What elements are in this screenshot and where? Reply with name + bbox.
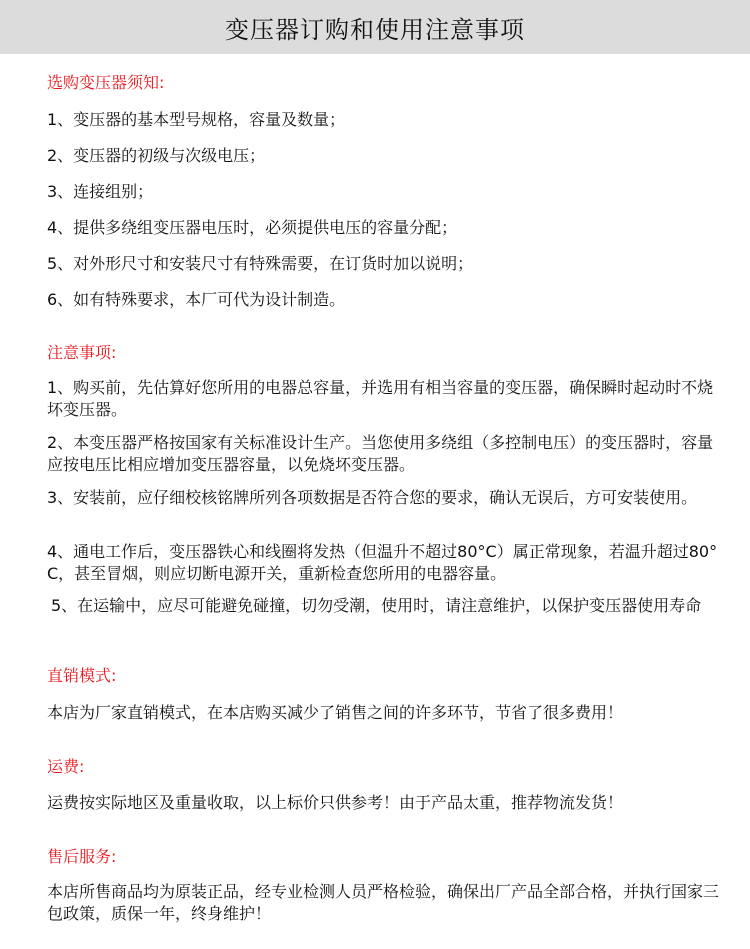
notes-item: 5、在运输中，应尽可能避免碰撞，切勿受潮，使用时，请注意维护，以保护变压器使用寿命 <box>51 596 702 615</box>
notes-heading: 注意事项: <box>47 343 117 362</box>
notes-item: 2、本变压器严格按国家有关标准设计生产。当您使用多绕组（多控制电压）的变压器时，容量应按电压比相应增加变压器容量，以免烧坏变压器。 <box>47 433 714 474</box>
purchase-item: 6、如有特殊要求，本厂可代为设计制造。 <box>47 290 346 309</box>
after-sales-text: 本店所售商品均为原装正品，经专业检测人员严格检验，确保出厂产品全部合格，并执行国家三包政策，质保一年，终身维护！ <box>47 882 720 923</box>
direct-text: 本店为厂家直销模式，在本店购买减少了销售之间的许多环节，节省了很多费用！ <box>47 703 624 722</box>
purchase-item: 4、提供多绕组变压器电压时，必须提供电压的容量分配； <box>47 218 458 237</box>
notes-item: 1、购买前，先估算好您所用的电器总容量，并选用有相当容量的变压器，确保瞬时起动时不烧坏变压器。 <box>47 378 714 419</box>
page-title: 变压器订购和使用注意事项 <box>225 15 525 44</box>
shipping-heading: 运费: <box>47 757 85 776</box>
purchase-item: 5、对外形尺寸和安装尺寸有特殊需要，在订货时加以说明； <box>47 254 474 273</box>
notes-item: 4、通电工作后，变压器铁心和线圈将发热（但温升不超过80°C）属正常现象，若温升超过80°C，甚至冒烟，则应切断电源开关，重新检查您所用的电器容量。 <box>47 542 718 583</box>
direct-heading: 直销模式: <box>47 666 117 685</box>
shipping-text: 运费按实际地区及重量收取，以上标价只供参考！由于产品太重，推荐物流发货！ <box>47 793 624 812</box>
notes-item: 3、安装前，应仔细校核铭牌所列各项数据是否符合您的要求，确认无误后，方可安装使用。 <box>47 488 698 507</box>
purchase-item: 1、变压器的基本型号规格，容量及数量； <box>47 110 346 129</box>
purchase-item: 3、连接组别； <box>47 182 154 201</box>
purchase-heading: 选购变压器须知: <box>47 73 165 92</box>
after-sales-heading: 售后服务: <box>47 847 117 866</box>
purchase-item: 2、变压器的初级与次级电压； <box>47 146 266 165</box>
header-bar <box>0 0 750 54</box>
